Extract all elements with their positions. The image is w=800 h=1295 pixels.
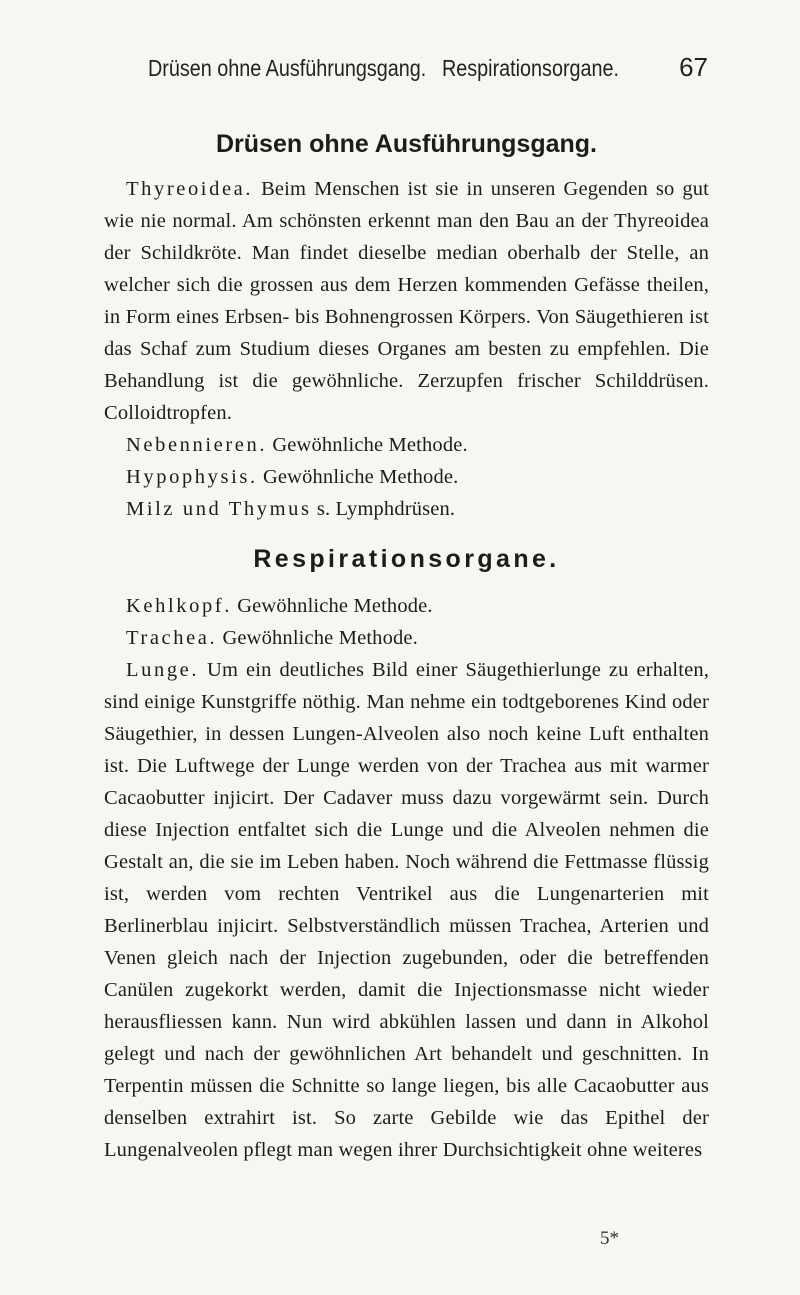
running-head-left: Drüsen ohne Ausführungsgang. [148,55,427,81]
paragraph-thyreoidea [104,173,709,429]
term-thyreoidea: Thyreoidea. [126,178,254,200]
term-lunge: Lunge. [126,659,200,681]
paragraph-text: s. Lymphdrüsen. [311,498,456,520]
page-body [104,118,709,1166]
paragraph-lunge [104,654,709,1166]
paragraph-kehlkopf [104,590,709,622]
term-milz-thymus: Milz und Thymus [126,498,312,520]
section-title-respirationsorgane: Respirationsorgane. [253,545,560,573]
page-number: 67 [679,52,708,82]
paragraph-text: Gewöhnliche Methode. [231,595,433,617]
paragraph-text: Gewöhnliche Methode. [257,466,459,488]
term-kehlkopf: Kehlkopf. [126,595,232,617]
term-hypophysis: Hypophysis. [126,466,258,488]
running-head-right: Respirationsorgane. [442,55,620,81]
paragraph-text: Gewöhnliche Methode. [217,627,418,649]
section-title-druesen: Drüsen ohne Ausführungsgang. [215,130,598,158]
paragraph-nebennieren [104,429,709,461]
paragraph-text: Gewöhnliche Methode. [267,434,468,456]
paragraph-text: Beim Menschen ist sie in unseren Gegenden so gut wie nie normal. Am schönsten erkennt man den Bau an der Thyreoidea der Schildkröte. Man findet dieselbe median oberhalb der Stelle, an welcher sich die grossen aus dem Herzen kommenden Gefässe theilen, in Form eines Erbsen- bis Bohnengrossen Körpers. Von Säugethieren ist das Schaf zum Studium dieses Organes am besten zu empfehlen. Die Behandlung ist die gewöhnliche. Zerzupfen frischer Schilddrüsen. Colloidtropfen. [104,178,709,424]
paragraph-hypophysis [104,461,709,493]
paragraph-text: Um ein deutliches Bild einer Säugethierlunge zu erhalten, sind einige Kunstgriffe nöthig. Man nehme ein todtgeborenes Kind oder Säugethier, in dessen Lungen-Alveolen also noch keine Luft enthalten ist. Die Luftwege der Lunge werden von der Trachea aus mit warmer Cacaobutter injicirt. Der Cadaver muss dazu vorgewärmt sein. Durch diese Injection entfaltet sich die Lunge und die Alveolen nehmen die Gestalt an, die sie im Leben haben. Noch während die Fettmasse flüssig ist, werden vom rechten Ventrikel aus die Lungenarterien mit Berlinerblau injicirt. Selbstverständlich müssen Trachea, Arterien und Venen gleich nach der Injection zugebunden, oder die betreffenden Canülen zugekorkt werden, damit die Injectionsmasse nicht wieder herausfliessen kann. Nun wird abkühlen lassen und dann in Alkohol gelegt und nach der gewöhnlichen Art behandelt und geschnitten. In Terpentin müssen die Schnitte so lange liegen, bis alle Cacaobutter aus denselben extrahirt ist. So zarte Gebilde wie das Epithel der Lungenalveolen pflegt man wegen ihrer Durchsichtigkeit ohne weiteres [104,659,709,1161]
running-head [148,52,708,83]
term-nebennieren: Nebennieren. [126,434,268,456]
term-trachea: Trachea. [126,627,218,649]
paragraph-milz-thymus [104,493,709,525]
signature-mark: 5* [600,1228,619,1249]
paragraph-trachea [104,622,709,654]
